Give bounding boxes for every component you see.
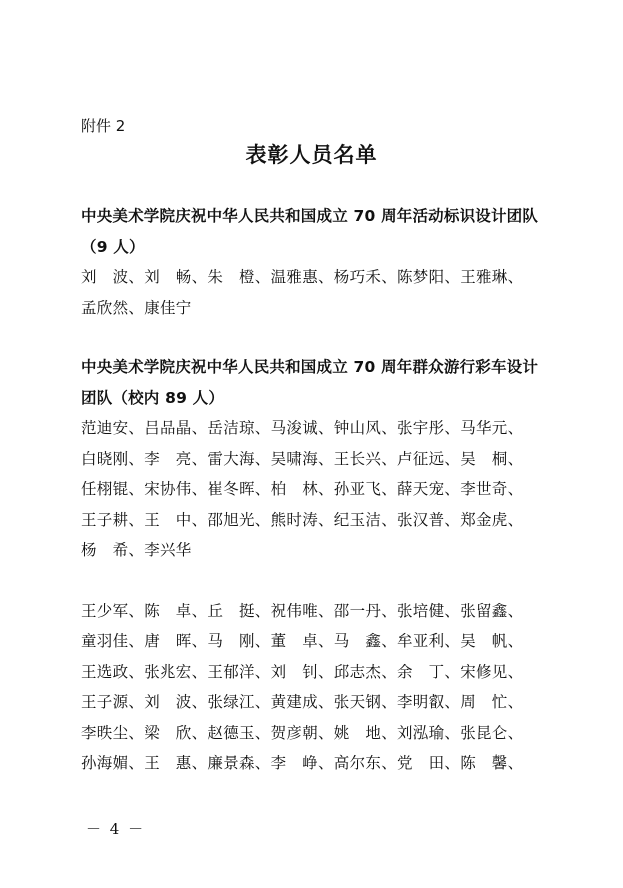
name-line: 孙海媚、王 惠、廉景森、李 峥、高尔东、党 田、陈 馨、 [81,754,524,772]
name-line: 孟欣然、康佳宁 [81,298,192,317]
name-line: 刘 波、刘 畅、朱 橙、温雅惠、杨巧禾、陈梦阳、王雅琳、 [81,268,524,286]
heading-line: （9 人） [81,237,145,256]
section-logo-design-team [81,201,551,323]
section-parade-float-design-team [81,352,551,779]
name-line: 王子源、刘 波、张绿江、黄建成、张天钢、李明叡、周 忙、 [81,693,524,711]
section-spacer [81,323,551,352]
name-list [81,262,551,323]
document-title: 表彰人员名单 [245,142,378,167]
heading-line: 中央美术学院庆祝中华人民共和国成立 70 周年活动标识设计团队 [81,207,539,225]
page-number: － 4 － [86,820,146,838]
name-line: 白晓刚、李 亮、雷大海、吴啸海、王长兴、卢征远、吴 桐、 [81,449,524,468]
name-list-continued [81,596,551,779]
name-line: 王少军、陈 卓、丘 挺、祝伟唯、邵一丹、张培健、张留鑫、 [81,601,524,620]
name-line: 李昳尘、梁 欣、赵德玉、贺彦朝、姚 地、刘泓瑜、张昆仑、 [81,723,524,742]
name-line: 范迪安、吕品晶、岳洁琼、马浚诚、钟山风、张宇彤、马华元、 [81,419,524,437]
heading-line: 团队（校内 89 人） [81,388,225,407]
heading-line: 中央美术学院庆祝中华人民共和国成立 70 周年群众游行彩车设计 [81,358,539,376]
section-heading [81,201,551,262]
attachment-label: 附件 2 [81,117,126,135]
name-line: 王选政、张兆宏、王郁洋、刘 钊、邱志杰、余 丁、宋修见、 [81,662,524,681]
name-line: 王子耕、王 中、邵旭光、熊时涛、纪玉洁、张汉普、郑金虎、 [81,510,524,529]
name-line: 杨 希、李兴华 [81,541,192,559]
name-list [81,413,551,566]
section-heading [81,352,551,413]
document-body [81,201,551,779]
name-line: 童羽佳、唐 晖、马 刚、董 卓、马 鑫、牟亚利、吴 帆、 [81,632,524,650]
group-spacer [81,566,551,596]
name-line: 任栩锟、宋协伟、崔冬晖、柏 林、孙亚飞、薛天宠、李世奇、 [81,480,524,498]
